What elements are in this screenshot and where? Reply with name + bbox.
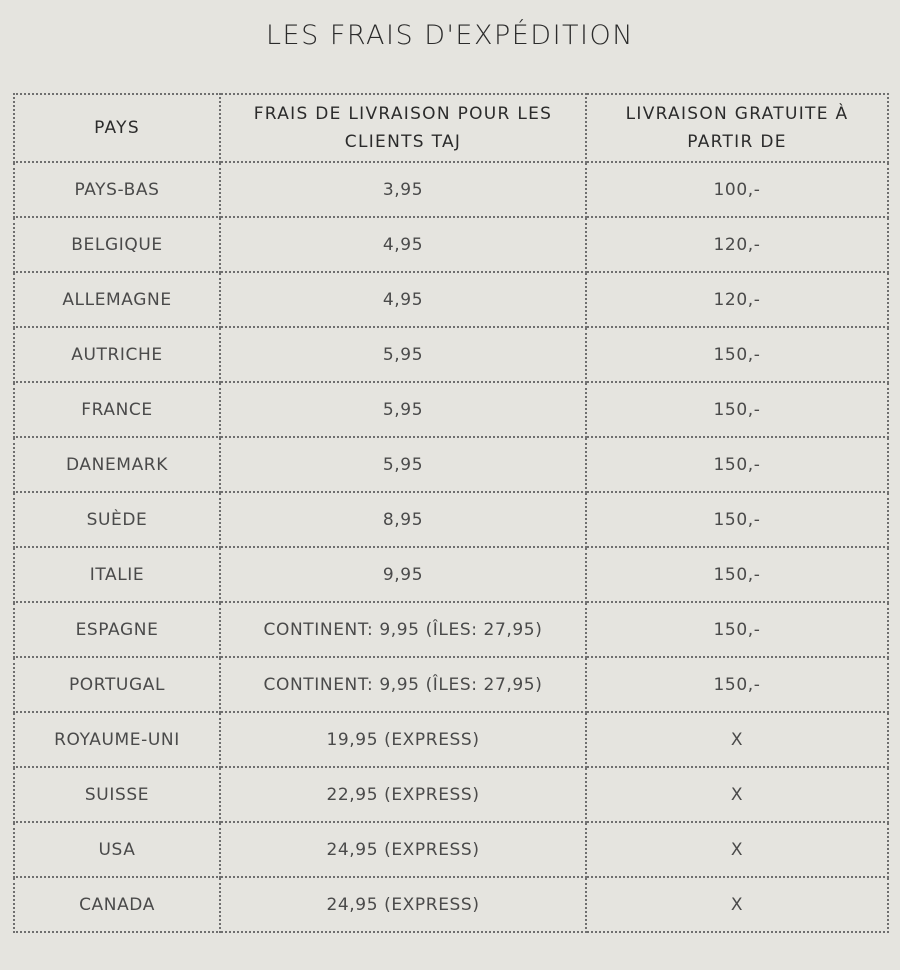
threshold-cell: X [586,822,888,877]
shipping-fees-table [13,93,889,933]
threshold-cell: 120,- [586,217,888,272]
country-cell: PAYS-BAS [14,162,220,217]
country-cell: BELGIQUE [14,217,220,272]
country-cell: FRANCE [14,382,220,437]
country-cell: PORTUGAL [14,657,220,712]
country-cell: AUTRICHE [14,327,220,382]
table-header-row [14,94,888,162]
threshold-cell: 150,- [586,492,888,547]
fee-cell: CONTINENT: 9,95 (ÎLES: 27,95) [220,602,586,657]
threshold-cell: 120,- [586,272,888,327]
country-cell: ROYAUME-UNI [14,712,220,767]
table-row [14,602,888,657]
table-row [14,437,888,492]
country-cell: USA [14,822,220,877]
table-row [14,657,888,712]
threshold-cell: X [586,767,888,822]
fee-cell: 4,95 [220,217,586,272]
country-cell: ESPAGNE [14,602,220,657]
country-cell: ITALIE [14,547,220,602]
threshold-cell: 150,- [586,327,888,382]
header-shipping-fee: FRAIS DE LIVRAISON POUR LES CLIENTS TAJ [220,94,586,162]
threshold-cell: 150,- [586,547,888,602]
country-cell: SUISSE [14,767,220,822]
fee-cell: 5,95 [220,382,586,437]
fee-cell: 19,95 (EXPRESS) [220,712,586,767]
threshold-cell: 150,- [586,382,888,437]
fee-cell: 9,95 [220,547,586,602]
table-row [14,767,888,822]
fee-cell: 22,95 (EXPRESS) [220,767,586,822]
threshold-cell: 150,- [586,437,888,492]
country-cell: DANEMARK [14,437,220,492]
country-cell: SUÈDE [14,492,220,547]
table-row [14,877,888,932]
header-country: PAYS [14,94,220,162]
fee-cell: 24,95 (EXPRESS) [220,822,586,877]
table-row [14,382,888,437]
country-cell: CANADA [14,877,220,932]
fee-cell: 5,95 [220,327,586,382]
threshold-cell: 150,- [586,602,888,657]
fee-cell: 4,95 [220,272,586,327]
fee-cell: 8,95 [220,492,586,547]
table-row [14,272,888,327]
threshold-cell: X [586,712,888,767]
header-free-shipping-threshold: LIVRAISON GRATUITE À PARTIR DE [586,94,888,162]
table-row [14,547,888,602]
threshold-cell: 100,- [586,162,888,217]
table-row [14,327,888,382]
threshold-cell: 150,- [586,657,888,712]
threshold-cell: X [586,877,888,932]
fee-cell: CONTINENT: 9,95 (ÎLES: 27,95) [220,657,586,712]
table-row [14,217,888,272]
table-row [14,492,888,547]
page-title: LES FRAIS D'EXPÉDITION [266,20,634,51]
fee-cell: 5,95 [220,437,586,492]
fee-cell: 24,95 (EXPRESS) [220,877,586,932]
table-row [14,712,888,767]
country-cell: ALLEMAGNE [14,272,220,327]
table-row [14,822,888,877]
fee-cell: 3,95 [220,162,586,217]
table-row [14,162,888,217]
